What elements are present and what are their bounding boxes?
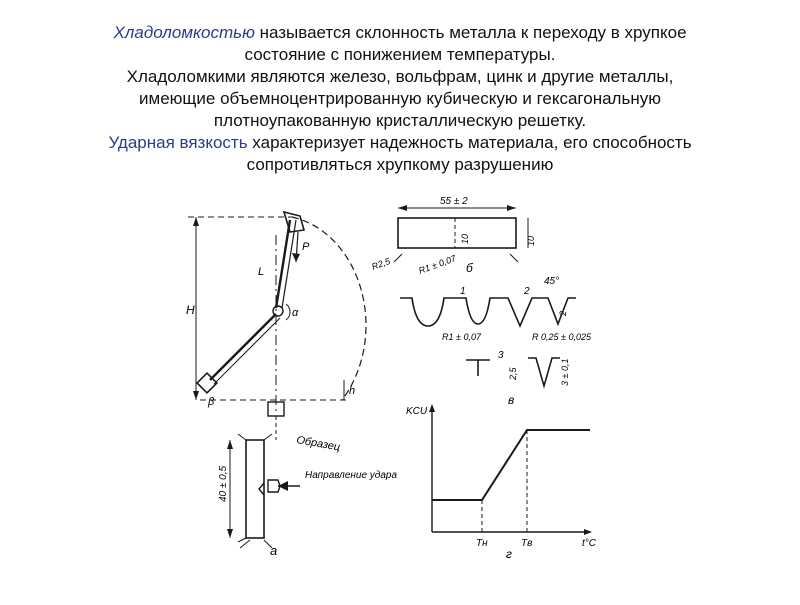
- label-r1b: R1 ± 0,07: [442, 332, 481, 342]
- label-dim-10: 10: [460, 233, 470, 244]
- dim-55-arrow-l: [398, 205, 407, 211]
- para2-line3: плотноупакованную кристаллическую решетку.: [213, 111, 587, 130]
- label-notch-2: 2: [524, 286, 530, 297]
- label-r25: R2,5: [370, 255, 392, 272]
- para2-line2: имеющие объемноцентрированную кубическую и гексагональную: [139, 89, 661, 108]
- label-h: h: [349, 385, 356, 397]
- dim-55-arrow-r: [507, 205, 516, 211]
- figure-drawing: [0, 190, 800, 600]
- label-P: P: [302, 241, 310, 253]
- para2-line1: Хладоломкими являются железо, вольфрам, цинк и другие металлы,: [126, 67, 674, 86]
- specimen-dimensions: [370, 196, 536, 276]
- notch-profiles: [400, 276, 592, 407]
- dim-H-arrow-bottom: [193, 391, 199, 400]
- figure-impact-test: [0, 190, 800, 600]
- notch-t-profile: [466, 360, 490, 376]
- notch-profile-v1: [498, 298, 540, 326]
- graph-x-arrow: [584, 529, 592, 535]
- label-a: а: [270, 543, 278, 558]
- alpha-arc: [286, 304, 290, 320]
- label-obrazec: Образец: [295, 434, 342, 454]
- graph-tv-label: Tв: [521, 538, 533, 549]
- term-impact-toughness: Ударная вязкость: [108, 133, 248, 152]
- support-hatch: [238, 538, 272, 548]
- notch-profile-u2: [456, 298, 498, 324]
- pendulum-arm-raised: [276, 220, 290, 308]
- specimen-detail: [246, 440, 264, 538]
- paragraph-impact-toughness: [40, 132, 760, 176]
- pendulum-diagram: [186, 212, 397, 558]
- label-45: 45°: [544, 276, 560, 287]
- label-direction: Направление удара: [305, 470, 398, 481]
- para3-text-b: сопротивляться хрупкому разрушению: [246, 155, 554, 174]
- support-hatch-top: [238, 434, 272, 440]
- label-dim-10b: 10: [526, 235, 536, 246]
- paragraph-cold-brittleness: [40, 22, 760, 66]
- label-g: г: [506, 547, 512, 561]
- label-notch-dim2: 2: [558, 310, 568, 316]
- force-arrow-head: [292, 253, 300, 262]
- para3-text-a: характеризует надежность материала, его способность: [247, 133, 692, 152]
- label-alpha: α: [292, 307, 299, 319]
- graph-curve: [432, 430, 590, 500]
- label-H: H: [186, 303, 195, 317]
- dim-H-arrow-top: [193, 217, 199, 226]
- label-dim-3n: 3 ± 0,1: [560, 358, 570, 386]
- label-v: в: [508, 393, 515, 407]
- graph-x-label: t°C: [582, 538, 596, 549]
- notch-profile-u1: [400, 298, 456, 326]
- label-L: L: [258, 266, 265, 278]
- pendulum-arm-lower-edge: [214, 318, 280, 384]
- pendulum-arm-lower: [210, 314, 276, 380]
- label-beta: β: [208, 396, 215, 408]
- label-r1: R1 ± 0,07: [417, 253, 458, 276]
- slide-text: [40, 22, 760, 176]
- label-r025: R 0,25 ± 0,025: [532, 332, 591, 342]
- graph-y-arrow: [429, 404, 435, 412]
- notch-profile-v3: [528, 358, 560, 386]
- paragraph-cold-brittle-metals: [40, 66, 760, 132]
- para1-text-b: состояние с понижением температуры.: [244, 45, 556, 64]
- dim-40-arrow-bottom: [227, 529, 233, 538]
- kcu-graph: [406, 404, 597, 561]
- graph-tn-label: Tн: [476, 538, 488, 549]
- graph-y-label: KCU: [406, 406, 428, 417]
- label-notch-1: 1: [460, 286, 466, 297]
- term-cold-brittleness: Хладоломкостью: [113, 23, 255, 42]
- dim-40-arrow-top: [227, 440, 233, 449]
- label-notch-3: 3: [498, 350, 504, 361]
- specimen-bar: [398, 218, 516, 248]
- label-dim-40: 40 ± 0,5: [218, 465, 229, 502]
- para1-text-a: называется склонность металла к переходу в хрупкое: [254, 23, 687, 42]
- label-dim-55: 55 ± 2: [440, 196, 468, 207]
- label-dim-25: 2,5: [508, 367, 518, 380]
- label-b: б: [466, 261, 473, 275]
